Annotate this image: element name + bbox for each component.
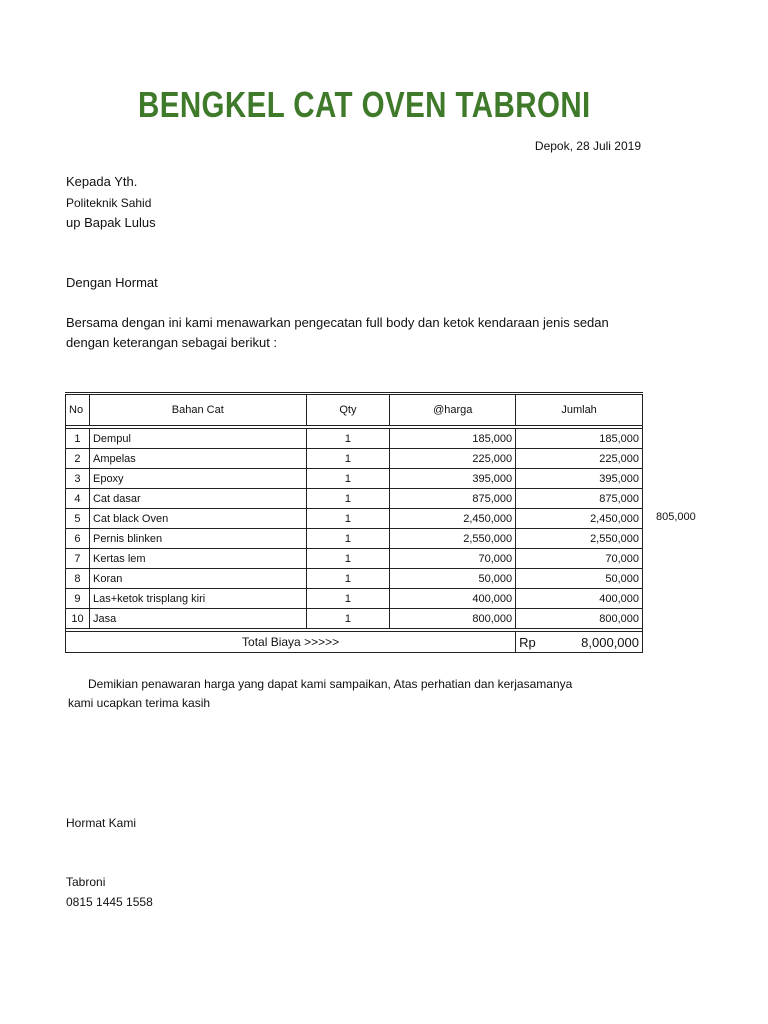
- cell-harga: 50,000: [390, 569, 516, 589]
- cell-qty: 1: [306, 469, 390, 489]
- cell-no: 2: [66, 449, 90, 469]
- cell-item: Cat black Oven: [89, 509, 306, 529]
- table-row: [66, 589, 643, 609]
- cell-item: Ampelas: [89, 449, 306, 469]
- cell-item: Koran: [89, 569, 306, 589]
- intro-line-2: dengan keterangan sebagai berikut :: [66, 335, 278, 350]
- table-row: [66, 449, 643, 469]
- cell-qty: 1: [306, 609, 390, 629]
- cell-qty: 1: [306, 569, 390, 589]
- letter-date: Depok, 28 Juli 2019: [534, 139, 641, 153]
- table-row: [66, 489, 643, 509]
- salutation: Dengan Hormat: [66, 275, 158, 290]
- quote-table: [65, 392, 643, 653]
- sign-closing: Hormat Kami: [66, 816, 137, 830]
- cell-jumlah: 2,450,000: [516, 509, 643, 529]
- cell-qty: 1: [306, 529, 390, 549]
- cell-jumlah: 800,000: [516, 609, 643, 629]
- cell-harga: 400,000: [390, 589, 516, 609]
- table-row: [66, 569, 643, 589]
- cell-harga: 185,000: [390, 429, 516, 449]
- cell-qty: 1: [306, 589, 390, 609]
- cell-jumlah: 50,000: [516, 569, 643, 589]
- closing-line-2: kami ucapkan terima kasih: [68, 696, 211, 710]
- signer-phone: 0815 1445 1558: [66, 895, 153, 909]
- total-amount: 8,000,000: [581, 634, 639, 650]
- cell-jumlah: 70,000: [516, 549, 643, 569]
- recipient-greeting: Kepada Yth.: [66, 174, 138, 189]
- cell-item: Pernis blinken: [89, 529, 306, 549]
- cell-qty: 1: [306, 429, 390, 449]
- cell-harga: 395,000: [390, 469, 516, 489]
- cell-no: 10: [66, 609, 90, 629]
- header-item: Bahan Cat: [89, 394, 306, 426]
- closing-line-1: Demikian penawaran harga yang dapat kami sampaikan, Atas perhatian dan kerjasamanya: [88, 677, 573, 691]
- cell-no: 9: [66, 589, 90, 609]
- header-harga: @harga: [390, 394, 516, 426]
- cell-harga: 800,000: [390, 609, 516, 629]
- table-row: [66, 429, 643, 449]
- cell-no: 5: [66, 509, 90, 529]
- cell-jumlah: 225,000: [516, 449, 643, 469]
- cell-no: 6: [66, 529, 90, 549]
- cell-no: 4: [66, 489, 90, 509]
- cell-no: 3: [66, 469, 90, 489]
- company-title: BENGKEL CAT OVEN TABRONI: [138, 84, 591, 125]
- table-row: [66, 509, 643, 529]
- cell-qty: 1: [306, 549, 390, 569]
- cell-item: Las+ketok trisplang kiri: [89, 589, 306, 609]
- cell-item: Kertas lem: [89, 549, 306, 569]
- table-row: [66, 469, 643, 489]
- total-amount-cell: [516, 632, 643, 653]
- cell-no: 7: [66, 549, 90, 569]
- cell-harga: 70,000: [390, 549, 516, 569]
- cell-harga: 2,550,000: [390, 529, 516, 549]
- recipient-org: Politeknik Sahid: [66, 196, 152, 210]
- cell-no: 8: [66, 569, 90, 589]
- table-header-row: [66, 394, 643, 426]
- total-row: [66, 632, 643, 653]
- header-jumlah: Jumlah: [516, 394, 643, 426]
- side-note: 805,000: [656, 511, 696, 523]
- cell-qty: 1: [306, 509, 390, 529]
- intro-line-1: Bersama dengan ini kami menawarkan pengecatan full body dan ketok kendaraan jenis sedan: [66, 315, 609, 330]
- cell-no: 1: [66, 429, 90, 449]
- cell-jumlah: 185,000: [516, 429, 643, 449]
- cell-item: Dempul: [89, 429, 306, 449]
- table-row: [66, 609, 643, 629]
- cell-jumlah: 2,550,000: [516, 529, 643, 549]
- cell-harga: 225,000: [390, 449, 516, 469]
- cell-jumlah: 875,000: [516, 489, 643, 509]
- header-no: No: [66, 394, 90, 426]
- cell-item: Cat dasar: [89, 489, 306, 509]
- cell-qty: 1: [306, 449, 390, 469]
- cell-qty: 1: [306, 489, 390, 509]
- cell-jumlah: 395,000: [516, 469, 643, 489]
- cell-jumlah: 400,000: [516, 589, 643, 609]
- table-row: [66, 529, 643, 549]
- cell-item: Epoxy: [89, 469, 306, 489]
- currency-label: Rp: [519, 634, 536, 650]
- recipient-attn: up Bapak Lulus: [66, 215, 156, 230]
- table-row: [66, 549, 643, 569]
- cell-item: Jasa: [89, 609, 306, 629]
- cell-harga: 875,000: [390, 489, 516, 509]
- cell-harga: 2,450,000: [390, 509, 516, 529]
- total-label: Total Biaya >>>>>: [66, 632, 516, 653]
- signer-name: Tabroni: [66, 875, 106, 889]
- header-qty: Qty: [306, 394, 390, 426]
